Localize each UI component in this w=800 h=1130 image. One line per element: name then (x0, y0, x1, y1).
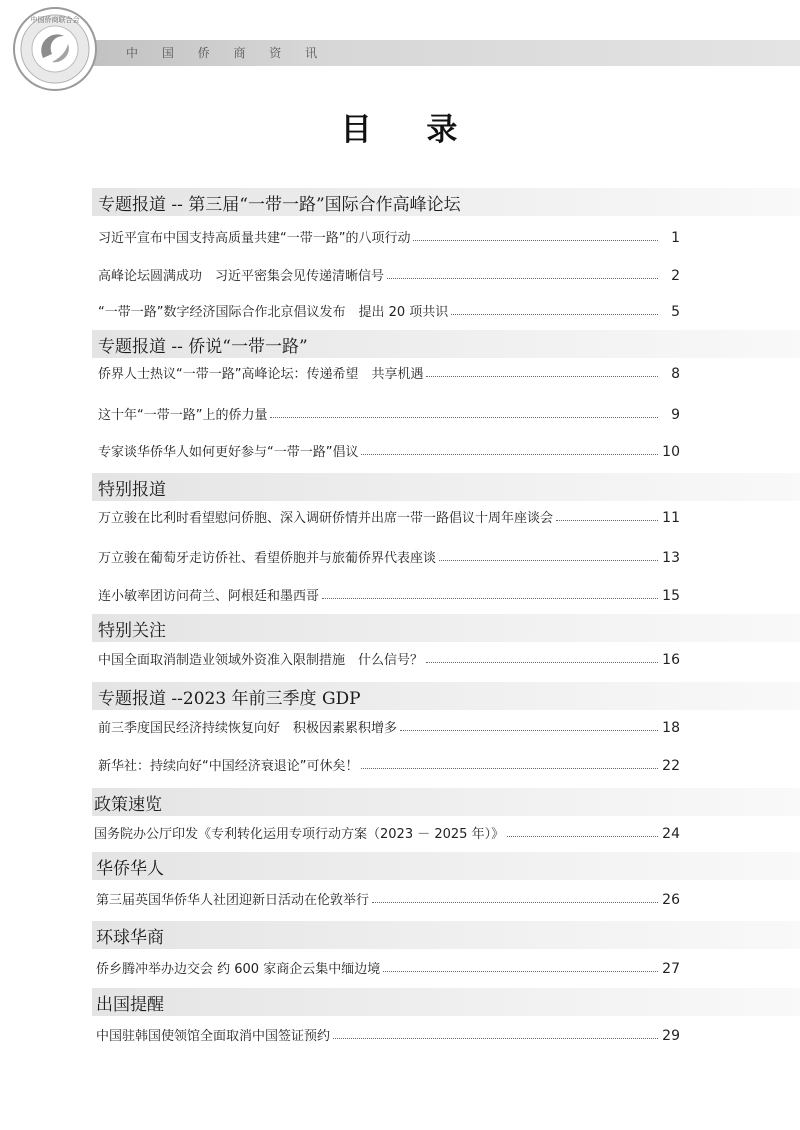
dot-leader (426, 376, 658, 377)
dot-leader (361, 768, 658, 769)
toc-page-number: 9 (671, 407, 680, 423)
toc-entry[interactable] (94, 822, 680, 842)
toc-page-number: 22 (662, 758, 680, 774)
toc-page-number: 8 (671, 366, 680, 382)
logo-text: 中国侨商联合会 (30, 16, 80, 24)
dot-leader (439, 560, 658, 561)
dot-leader (372, 902, 658, 903)
section-header (92, 614, 800, 642)
toc-entry-title: 高峰论坛圆满成功 习近平密集会见传递清晰信号 (98, 269, 385, 284)
toc-entry-title: 专家谈华侨华人如何更好参与“一带一路”倡议 (98, 445, 359, 460)
toc-page-number: 2 (671, 268, 680, 284)
toc-page-number: 11 (662, 510, 680, 526)
toc-entry[interactable] (98, 584, 680, 604)
dot-leader (333, 1038, 658, 1039)
toc-entry[interactable] (98, 546, 680, 566)
dot-leader (387, 278, 658, 279)
toc-entry[interactable] (96, 957, 680, 977)
section-header (92, 988, 800, 1016)
toc-entry[interactable] (98, 226, 680, 246)
toc-entry-title: 连小敏率团访问荷兰、阿根廷和墨西哥 (98, 589, 320, 604)
toc-entry[interactable] (98, 264, 680, 284)
toc-entry-title: 侨界人士热议“一带一路”高峰论坛：传递希望 共享机遇 (98, 367, 424, 382)
toc-page-number: 26 (662, 892, 680, 908)
toc-entry[interactable] (96, 888, 680, 908)
toc-entry[interactable] (96, 1024, 680, 1044)
toc-page-number: 27 (662, 961, 680, 977)
toc-page-number: 16 (662, 652, 680, 668)
toc-entry-title: 第三届英国华侨华人社团迎新日活动在伦敦举行 (96, 893, 370, 908)
page-title: 目 录 (340, 112, 480, 148)
toc-entry-title: 前三季度国民经济持续恢复向好 积极因素累积增多 (98, 721, 398, 736)
dot-leader (413, 240, 658, 241)
toc-entry[interactable] (98, 440, 680, 460)
dot-leader (507, 836, 658, 837)
toc-entry[interactable] (98, 716, 680, 736)
toc-entry-title: “一带一路”数字经济国际合作北京倡议发布 提出 20 项共识 (98, 305, 449, 320)
section-header (92, 188, 800, 216)
toc-entry[interactable] (98, 754, 680, 774)
dot-leader (270, 417, 658, 418)
section-header (92, 921, 800, 949)
toc-page-number: 1 (671, 230, 680, 246)
toc-entry-title: 习近平宣布中国支持高质量共建“一带一路”的八项行动 (98, 231, 411, 246)
section-title: 特别关注 (98, 620, 166, 641)
dot-leader (322, 598, 658, 599)
toc-entry[interactable] (98, 362, 680, 382)
toc-page-number: 10 (662, 444, 680, 460)
dot-leader (361, 454, 658, 455)
toc-entry-title: 万立骏在葡萄牙走访侨社、看望侨胞并与旅葡侨界代表座谈 (98, 551, 437, 566)
toc-entry-title: 万立骏在比利时看望慰问侨胞、深入调研侨情并出席一带一路倡议十周年座谈会 (98, 511, 554, 526)
section-header (92, 473, 800, 501)
section-title: 专题报道 -- 侨说“一带一路” (98, 336, 308, 357)
toc-page-number: 5 (671, 304, 680, 320)
section-title: 特别报道 (98, 479, 166, 500)
toc-page-number: 24 (662, 826, 680, 842)
toc-entry-title: 这十年“一带一路”上的侨力量 (98, 408, 268, 423)
toc-entry-title: 国务院办公厅印发《专利转化运用专项行动方案（2023 － 2025 年）》 (94, 827, 505, 842)
dot-leader (556, 520, 658, 521)
section-header (92, 852, 800, 880)
toc-entry-title: 侨乡腾冲举办边交会 约 600 家商企云集中缅边境 (96, 962, 381, 977)
toc-entry-title: 新华社：持续向好“中国经济衰退论”可休矣！ (98, 759, 359, 774)
toc-entry[interactable] (98, 403, 680, 423)
toc-entry[interactable] (98, 648, 680, 668)
section-title: 华侨华人 (96, 858, 164, 879)
dot-leader (451, 314, 658, 315)
toc-page-number: 13 (662, 550, 680, 566)
section-header (92, 682, 800, 710)
header-title: 中 国 侨 商 资 讯 (126, 46, 328, 60)
dot-leader (383, 971, 658, 972)
section-header (92, 330, 800, 358)
section-title: 专题报道 -- 第三届“一带一路”国际合作高峰论坛 (98, 194, 461, 215)
toc-entry-title: 中国驻韩国使领馆全面取消中国签证预约 (96, 1029, 331, 1044)
logo-emblem (12, 6, 98, 92)
toc-page-number: 29 (662, 1028, 680, 1044)
dot-leader (426, 662, 658, 663)
toc-entry[interactable] (98, 300, 680, 320)
toc-entry-title: 中国全面取消制造业领域外资准入限制措施 什么信号？ (98, 653, 424, 668)
dot-leader (400, 730, 658, 731)
section-title: 专题报道 --2023 年前三季度 GDP (98, 688, 361, 709)
section-title: 政策速览 (94, 794, 162, 815)
section-title: 环球华商 (96, 927, 164, 948)
section-header (92, 788, 800, 816)
toc-page-number: 18 (662, 720, 680, 736)
section-title: 出国提醒 (96, 994, 164, 1015)
toc-page-number: 15 (662, 588, 680, 604)
toc-entry[interactable] (98, 506, 680, 526)
